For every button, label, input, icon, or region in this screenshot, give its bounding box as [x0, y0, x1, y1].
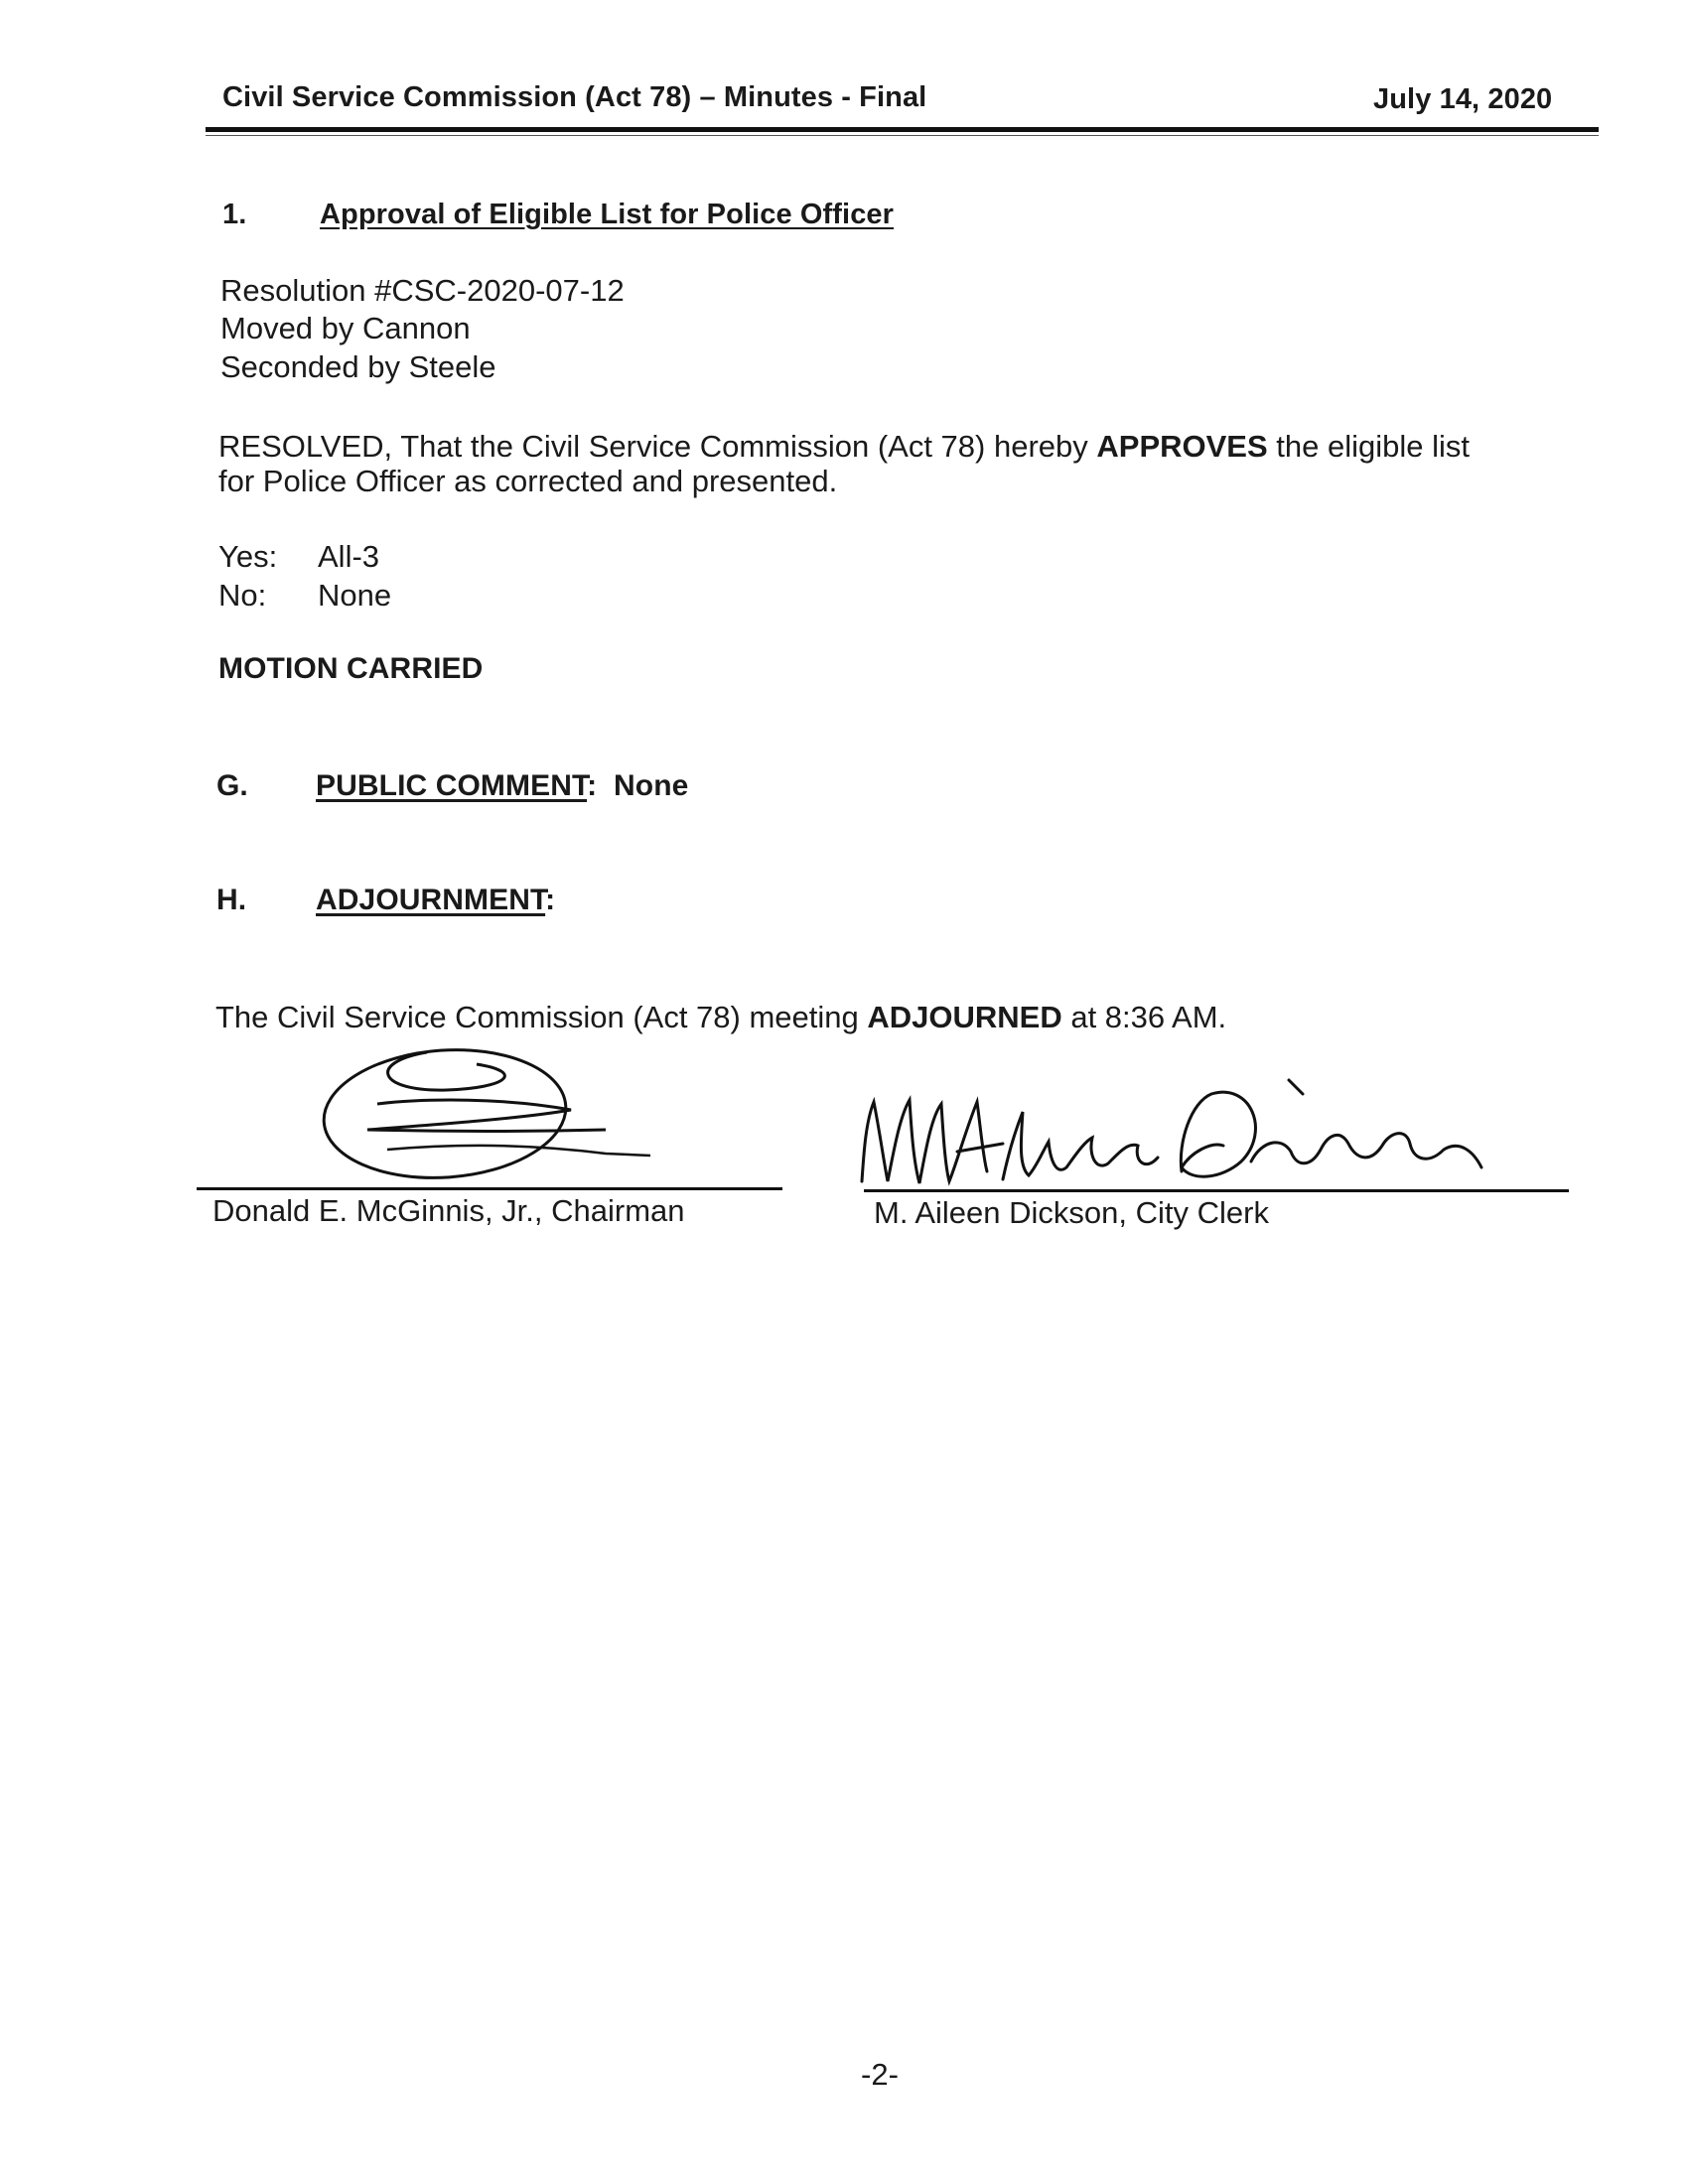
chairman-signature — [308, 1032, 665, 1191]
vote-yes-label: Yes: — [218, 539, 278, 574]
moved-by: Moved by Cannon — [220, 311, 471, 345]
vote-no-label: No: — [218, 578, 267, 613]
vote-no-value: None — [318, 578, 392, 613]
header-title: Civil Service Commission (Act 78) – Minutes - Final — [222, 81, 927, 113]
adjourn-bold: ADJOURNED — [867, 1000, 1062, 1034]
chairman-signature-line — [197, 1187, 782, 1190]
header-date: July 14, 2020 — [1373, 83, 1553, 115]
vote-yes-value: All-3 — [318, 539, 380, 574]
section-h-letter: H. — [216, 884, 247, 916]
section-g-line — [316, 769, 688, 803]
chairman-name: Donald E. McGinnis, Jr., Chairman — [212, 1193, 685, 1228]
section-h-colon: : — [545, 884, 556, 916]
resolved-line-2: for Police Officer as corrected and presented. — [218, 464, 838, 498]
section-g-value: None — [614, 769, 689, 802]
seconded-by: Seconded by Steele — [220, 349, 496, 384]
resolution-number: Resolution #CSC-2020-07-12 — [220, 273, 625, 308]
item1-number: 1. — [222, 199, 247, 230]
header-rule — [206, 127, 1599, 132]
section-g-colon: : — [587, 769, 598, 802]
page-number: -2- — [861, 2057, 899, 2092]
section-g-letter: G. — [216, 769, 248, 802]
clerk-name: M. Aileen Dickson, City Clerk — [874, 1195, 1269, 1230]
item1-heading: Approval of Eligible List for Police Officer — [320, 199, 895, 230]
resolved-post: the eligible list — [1267, 429, 1471, 464]
adjourn-post: at 8:36 AM. — [1061, 1000, 1227, 1034]
header-rule-thin — [206, 135, 1599, 136]
resolved-bold: APPROVES — [1096, 429, 1268, 464]
adjourn-pre: The Civil Service Commission (Act 78) meeting — [215, 1000, 868, 1034]
section-h-heading: ADJOURNMENT — [316, 884, 546, 916]
clerk-signature — [854, 1072, 1489, 1191]
adjournment-text — [215, 998, 1226, 1036]
resolved-line-1 — [218, 427, 1569, 466]
section-h-line — [316, 884, 555, 917]
resolved-pre: RESOLVED, That the Civil Service Commission (Act 78) hereby — [218, 429, 1097, 464]
clerk-signature-line — [864, 1189, 1569, 1192]
section-g-heading: PUBLIC COMMENT — [316, 769, 588, 802]
motion-result: MOTION CARRIED — [218, 652, 484, 685]
